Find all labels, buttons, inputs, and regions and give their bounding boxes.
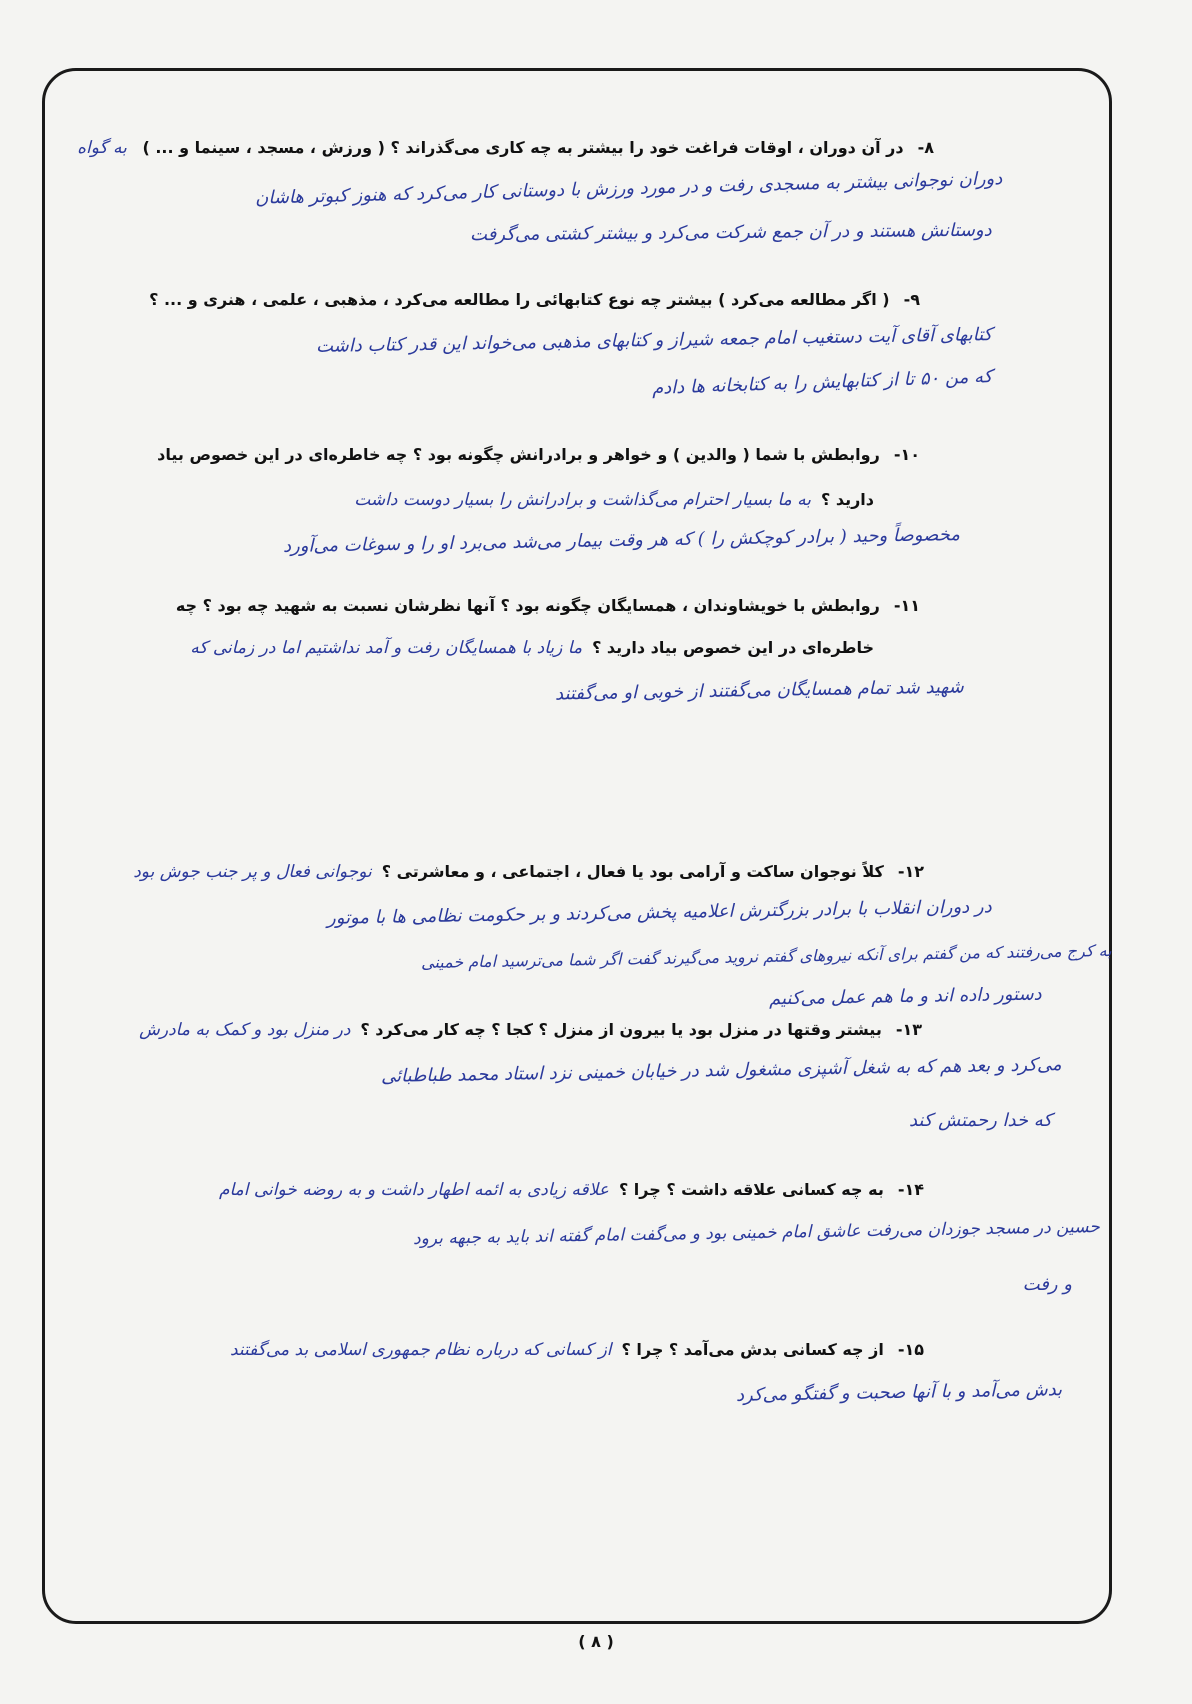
question-number: ۱۵- xyxy=(897,1340,924,1359)
question-text: از چه کسانی بدش می‌آمد ؟ چرا ؟ xyxy=(621,1340,884,1359)
handwritten-answer-line: مخصوصاً وحید ( برادر کوچکش را ) که هر وقت بیمار می‌شد می‌برد او را و سوغات می‌آورد xyxy=(282,524,961,557)
question-number: ۱۴- xyxy=(897,1180,924,1199)
question-text: روابطش با خویشاوندان ، همسایگان چگونه بود ؟ آنها نظرشان نسبت به شهید چه بود ؟ چه xyxy=(175,596,880,615)
handwritten-answer-line: حسین در مسجد جوزدان می‌رفت عاشق امام خمینی بود و می‌گفت امام گفته اند باید به جبهه برود xyxy=(412,1217,1101,1249)
question-text: ( اگر مطالعه می‌کرد ) بیشتر چه نوع کتابهائی را مطالعه می‌کرد ، مذهبی ، علمی ، هنری و ... ؟ xyxy=(149,290,890,309)
handwritten-answer-line: می‌کرد و بعد هم که به شغل آشپزی مشغول شد در خیابان خمینی نزد استاد محمد طباطبائی xyxy=(381,1054,1063,1087)
question-13 xyxy=(139,1020,922,1040)
question-text: به چه کسانی علاقه داشت ؟ چرا ؟ xyxy=(618,1180,884,1199)
question-text: در آن دوران ، اوقات فراغت خود را بیشتر به چه کاری می‌گذراند ؟ ( ورزش ، مسجد ، سینما و ... ) xyxy=(136,138,904,157)
handwritten-answer-line: دستور داده اند و ما هم عمل می‌کنیم xyxy=(769,983,1043,1010)
question-number: ۹- xyxy=(903,290,920,309)
question-text: کلاً نوجوان ساکت و آرامی بود یا فعال ، اجتماعی ، و معاشرتی ؟ xyxy=(381,862,884,881)
question-14 xyxy=(219,1180,924,1200)
handwritten-answer-line: کتابهای آقای آیت دستغیب امام جمعه شیراز و کتابهای مذهبی می‌خواند این قدر کتاب داشت xyxy=(315,324,993,357)
question-number: ۱۳- xyxy=(895,1020,922,1039)
page-number: ( ۸ ) xyxy=(578,1632,614,1651)
question-text: خاطره‌ای در این خصوص بیاد دارید ؟ xyxy=(592,638,874,657)
handwritten-answer-line: شهید شد تمام همسایگان می‌گفتند از خوبی او می‌گفتند xyxy=(555,676,965,705)
handwritten-answer-line: دوستانش هستند و در آن جمع شرکت می‌کرد و بیشتر کشتی می‌گرفت xyxy=(470,219,993,246)
question-9 xyxy=(149,290,920,310)
question-12 xyxy=(133,862,924,882)
question-8 xyxy=(77,138,934,158)
question-11 xyxy=(176,596,920,616)
question-text: روابطش با شما ( والدین ) و خواهر و برادرانش چگونه بود ؟ چه خاطره‌ای در این خصوص بیاد xyxy=(157,445,880,464)
handwritten-answer-inline: علاقه زیادی به ائمه اطهار داشت و به روضه خوانی امام xyxy=(218,1180,609,1200)
question-11-continued xyxy=(190,638,874,658)
handwritten-answer-line: دوران نوجوانی بیشتر به مسجدی رفت و در مورد ورزش با دوستانی کار می‌کرد که هنوز کبوتر هاشان xyxy=(254,168,1003,209)
question-number: ۸- xyxy=(917,138,934,157)
handwritten-answer-line: به کرج می‌رفتند که من گفتم برای آنکه نیروهای گفتم نروید می‌گیرند گفت اگر شما می‌ترسید امام خمینی xyxy=(421,940,1113,973)
handwritten-answer-line: در دوران انقلاب با برادر بزرگترش اعلامیه پخش می‌کردند و بر حکومت نظامی ها با موتور xyxy=(327,896,993,929)
question-text: بیشتر وقتها در منزل بود یا بیرون از منزل ؟ کجا ؟ چه کار می‌کرد ؟ xyxy=(360,1020,882,1039)
question-text: دارید ؟ xyxy=(820,490,874,509)
handwritten-answer-inline: در منزل بود و کمک به مادرش xyxy=(139,1020,351,1040)
handwritten-answer-line: و رفت xyxy=(1022,1274,1072,1295)
handwritten-answer-inline: نوجوانی فعال و پر جنب جوش بود xyxy=(133,862,372,882)
handwritten-answer-inline: از کسانی که درباره نظام جمهوری اسلامی بد می‌گفتند xyxy=(229,1340,612,1360)
handwritten-answer-inline: به گواه xyxy=(77,138,127,158)
handwritten-answer-inline: به ما بسیار احترام می‌گذاشت و برادرانش را بسیار دوست داشت xyxy=(354,490,811,510)
handwritten-answer-line: که خدا رحمتش کند xyxy=(908,1110,1052,1131)
handwritten-answer-line: که من ۵۰ تا از کتابهایش را به کتابخانه ها دادم xyxy=(651,366,993,399)
question-number: ۱۱- xyxy=(893,596,920,615)
question-10-continued xyxy=(354,490,874,510)
question-15 xyxy=(230,1340,924,1360)
handwritten-answer-line: بدش می‌آمد و با آنها صحبت و گفتگو می‌کرد xyxy=(735,1379,1063,1406)
question-number: ۱۰- xyxy=(893,445,920,464)
question-10 xyxy=(157,445,920,465)
question-number: ۱۲- xyxy=(897,862,924,881)
handwritten-answer-inline: ما زیاد با همسایگان رفت و آمد نداشتیم اما در زمانی که xyxy=(190,638,583,658)
